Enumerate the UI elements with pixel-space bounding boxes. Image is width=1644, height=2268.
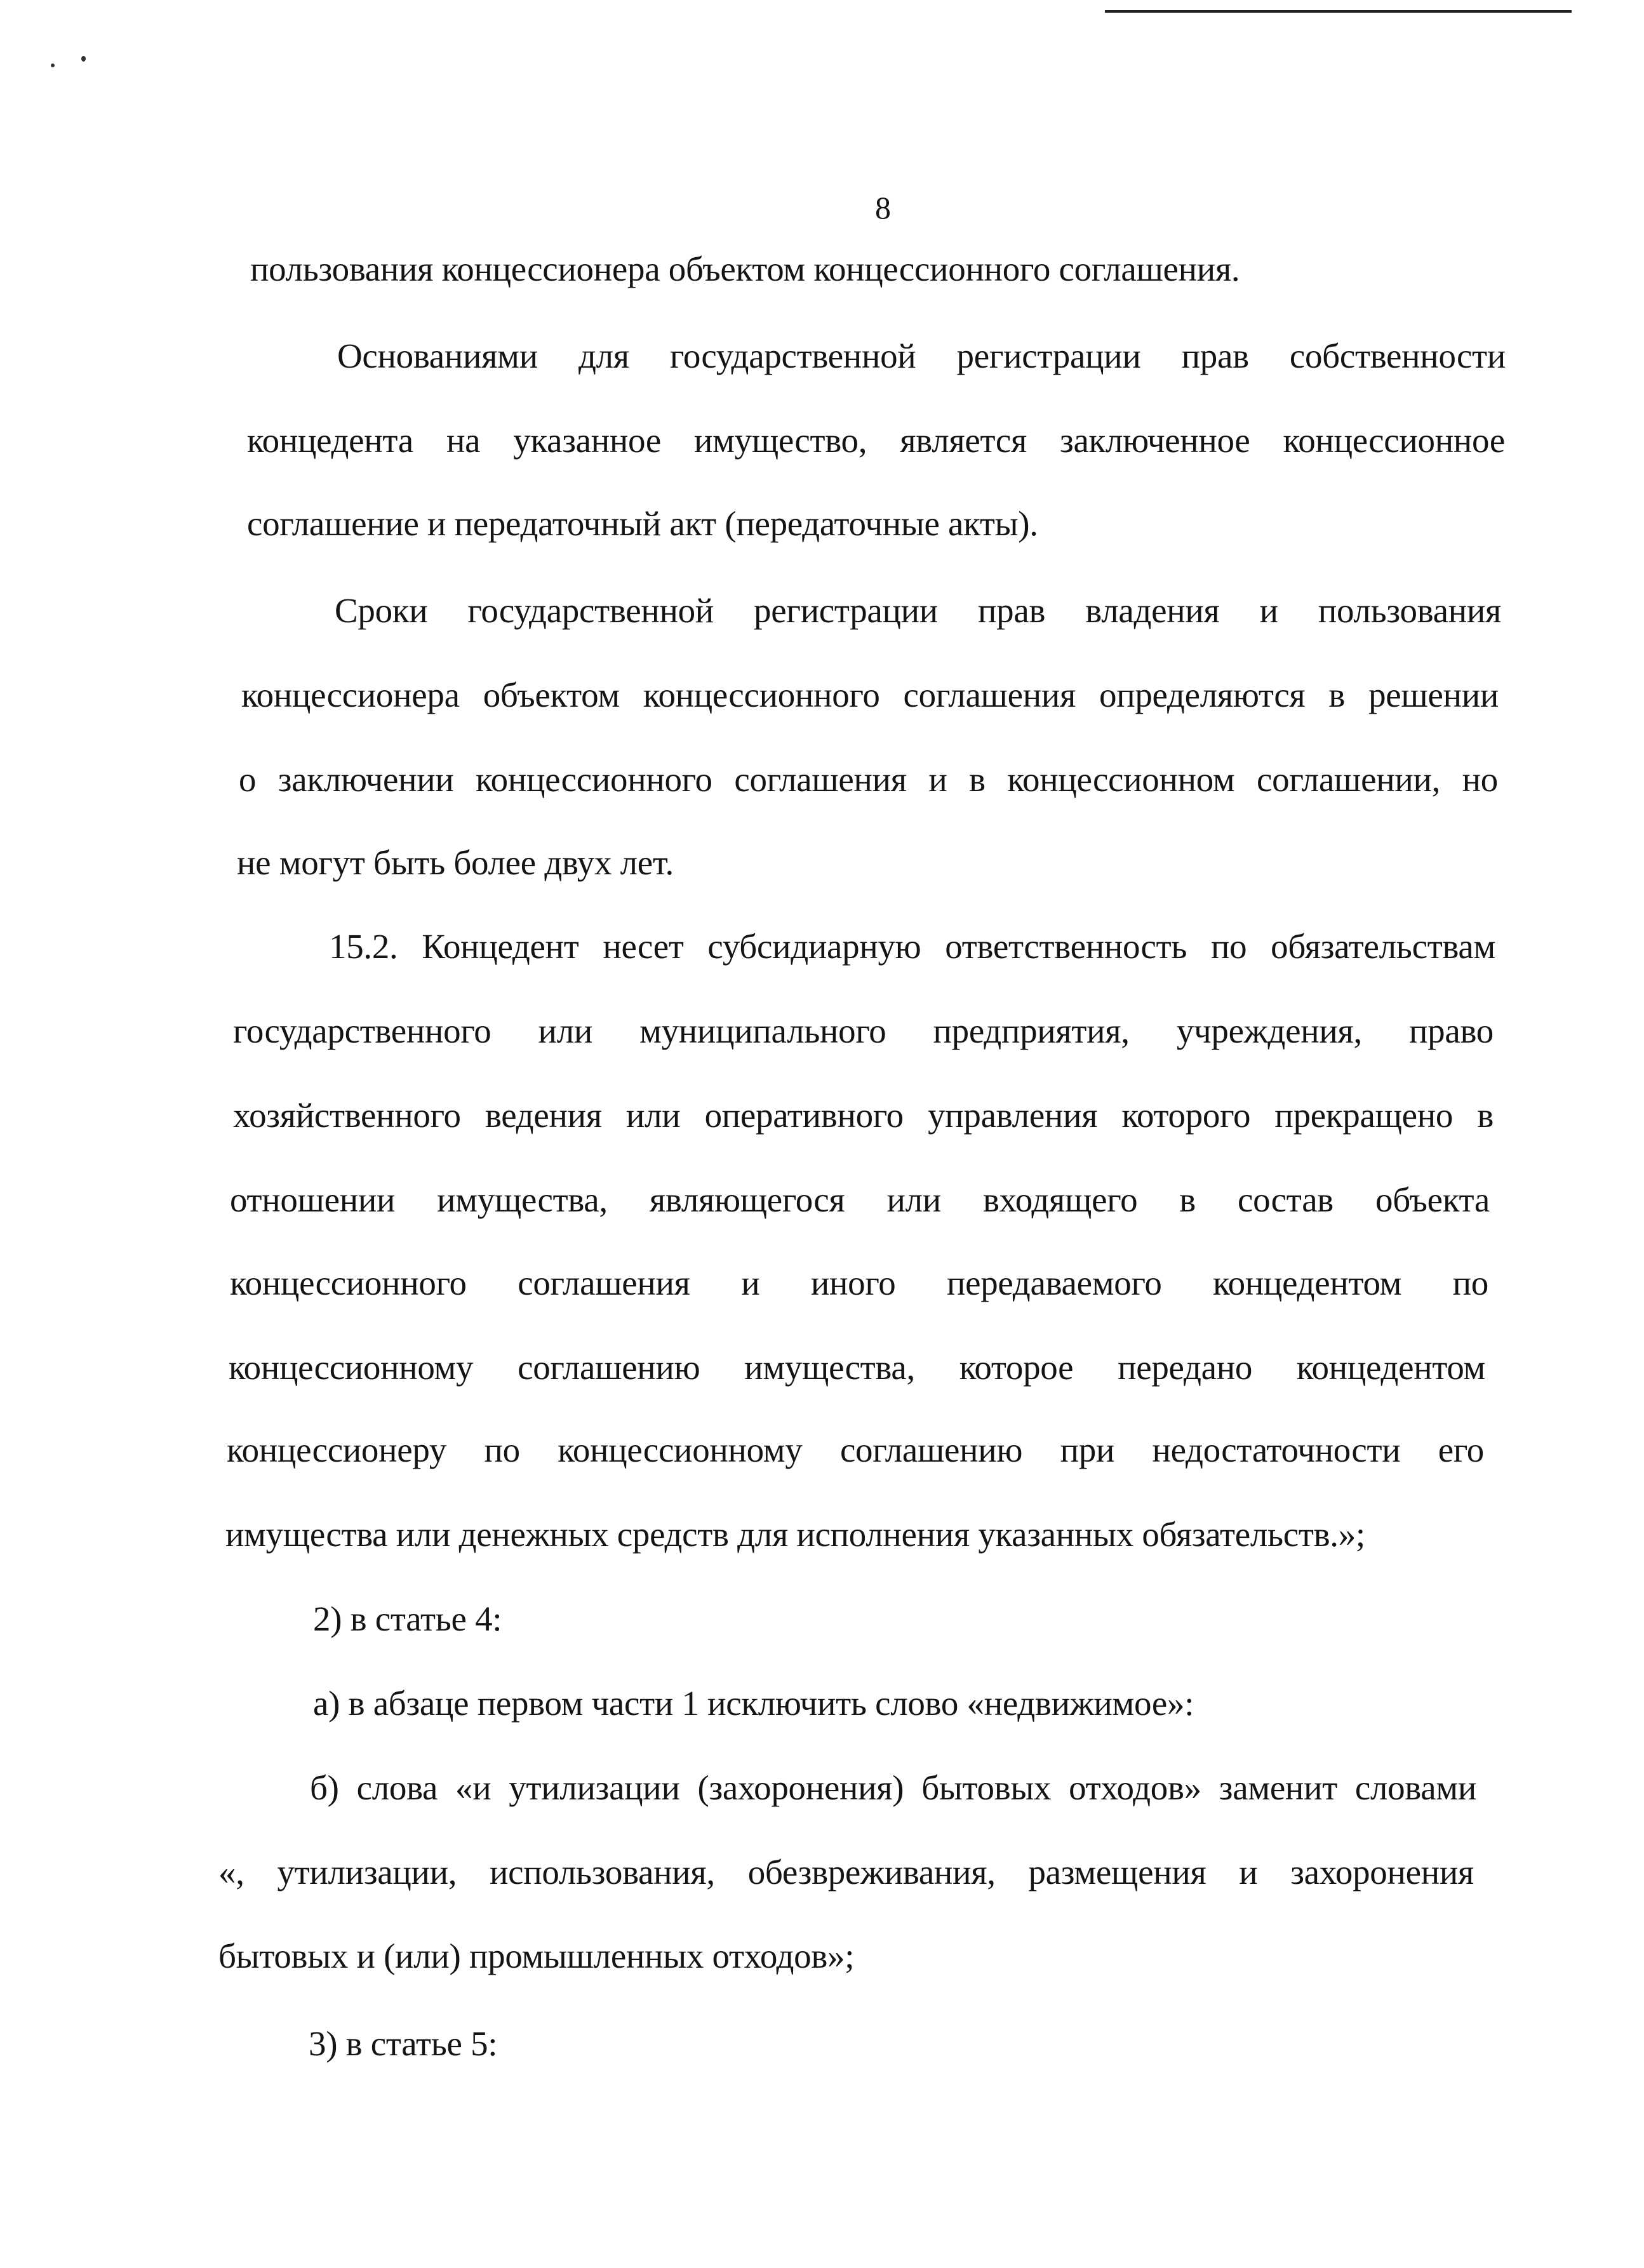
page-number: 8 [875,190,891,225]
text-line: 3) в статье 5: [309,2024,498,2063]
text-line: б) слова «и утилизации (захоронения) бытовых отходов» заменит словами [310,1768,1476,1807]
scan-edge-line [1105,10,1572,13]
text-line: имущества или денежных средств для исполнения указанных обязательств.»; [225,1515,1365,1554]
text-line: «, утилизации, использования, обезвреживания, размещения и захоронения [218,1853,1474,1891]
text-line: соглашение и передаточный акт (передаточные акты). [247,504,1038,543]
text-line: пользования концессионера объектом концессионного соглашения. [250,250,1240,288]
text-line: хозяйственного ведения или оперативного управления которого прекращено в [233,1096,1494,1135]
text-line: бытовых и (или) промышленных отходов»; [218,1937,855,1975]
text-line: о заключении концессионного соглашения и в концессионном соглашении, но [239,760,1498,799]
scan-speck [81,56,86,62]
text-line: а) в абзаце первом части 1 исключить слово «недвижимое»: [313,1684,1194,1723]
text-line: государственного или муниципального предприятия, учреждения, право [233,1011,1494,1050]
text-line: Основаниями для государственной регистрации прав собственности [337,337,1506,375]
text-line: концедента на указанное имущество, является заключенное концессионное [247,421,1505,460]
text-line: Сроки государственной регистрации прав владения и пользования [335,591,1501,630]
text-line: 2) в статье 4: [313,1599,502,1638]
text-line: не могут быть более двух лет. [237,843,674,882]
text-line: отношении имущества, являющегося или входящего в состав объекта [230,1180,1490,1219]
text-line: концессионеру по концессионному соглашению при недостаточности его [227,1431,1484,1469]
text-line: концессионера объектом концессионного соглашения определяются в решении [241,676,1499,714]
text-line: концессионному соглашению имущества, которое передано концедентом [229,1348,1485,1387]
text-line: 15.2. Концедент несет субсидиарную ответственность по обязательствам [329,927,1495,966]
text-line: концессионного соглашения и иного передаваемого концедентом по [230,1264,1488,1302]
scan-speck [51,63,55,67]
